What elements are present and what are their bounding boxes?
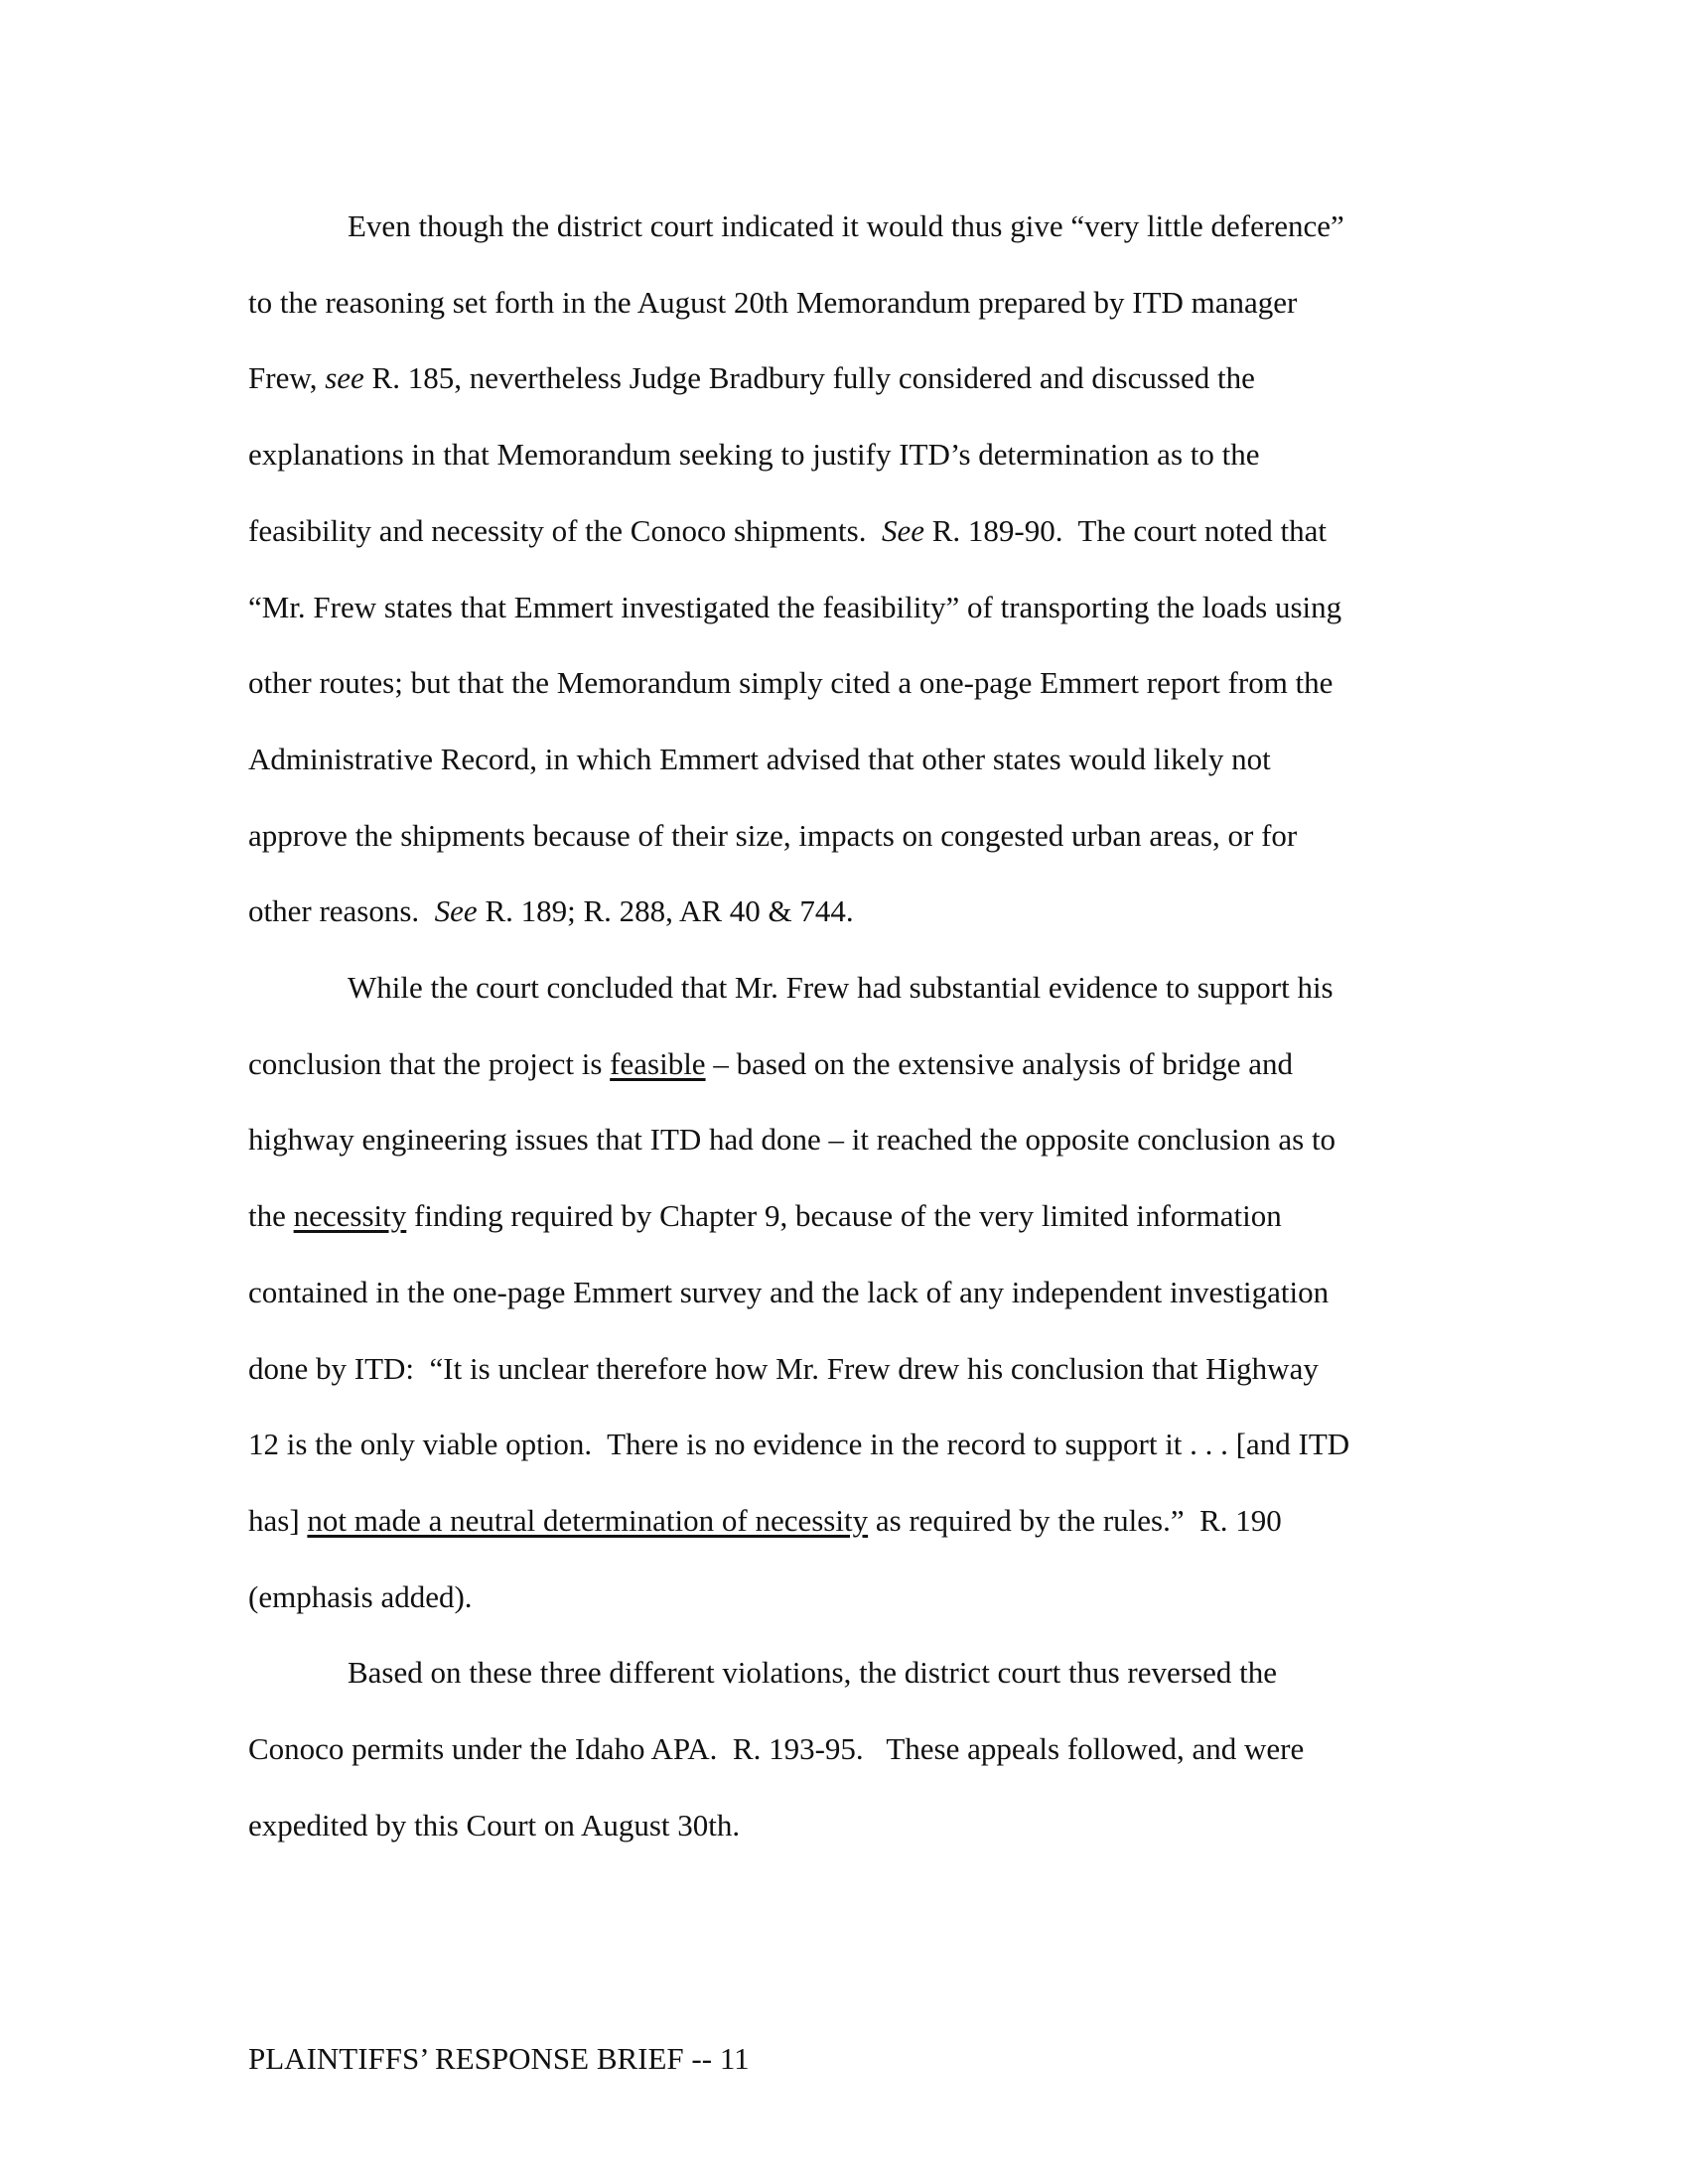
paragraph xyxy=(248,189,1440,950)
text-run: R. 189; R. 288, AR 40 & 744. xyxy=(477,893,854,929)
underlined-emphasis: not made a neutral determination of necessity xyxy=(307,1502,869,1538)
text-line xyxy=(248,1331,1440,1408)
text-line xyxy=(248,1635,1440,1711)
text-run: explanations in that Memorandum seeking to justify ITD’s determination as to the xyxy=(248,437,1260,473)
text-run: conclusion that the project is xyxy=(248,1045,611,1081)
text-line xyxy=(248,493,1440,570)
text-run: contained in the one-page Emmert survey and the lack of any independent investigation xyxy=(248,1274,1330,1309)
italic-citation-signal: see xyxy=(325,360,364,396)
text-line xyxy=(248,1560,1440,1636)
text-run: feasibility and necessity of the Conoco shipments. xyxy=(248,512,882,548)
italic-citation-signal: See xyxy=(434,893,478,929)
text-run: Based on these three different violations, the district court thus reversed the xyxy=(348,1655,1278,1691)
text-line xyxy=(248,1788,1440,1864)
text-run: approve the shipments because of their size, impacts on congested urban areas, or for xyxy=(248,817,1298,853)
underlined-emphasis: feasible xyxy=(610,1045,706,1081)
text-run: “Mr. Frew states that Emmert investigated the feasibility” of transporting the loads using xyxy=(248,589,1342,624)
text-line xyxy=(248,1255,1440,1331)
text-run: has] xyxy=(248,1502,308,1538)
text-line xyxy=(248,1407,1440,1483)
text-line xyxy=(248,798,1440,875)
text-run: (emphasis added). xyxy=(248,1578,473,1614)
text-run: other reasons. xyxy=(248,893,435,929)
text-run: done by ITD: “It is unclear therefore how Mr. Frew drew his conclusion that Highway xyxy=(248,1350,1319,1386)
text-line xyxy=(248,1711,1440,1788)
text-line xyxy=(248,874,1440,950)
text-line xyxy=(248,265,1440,341)
text-run: While the court concluded that Mr. Frew had substantial evidence to support his xyxy=(348,970,1334,1006)
page-footer: PLAINTIFFS’ RESPONSE BRIEF -- 11 xyxy=(248,2041,750,2076)
text-line xyxy=(248,950,1440,1026)
text-run: expedited by this Court on August 30th. xyxy=(248,1807,741,1843)
paragraph xyxy=(248,950,1440,1635)
text-run: the xyxy=(248,1198,294,1234)
text-run: other routes; but that the Memorandum simply cited a one-page Emmert report from the xyxy=(248,665,1334,701)
text-run: R. 189-90. The court noted that xyxy=(924,512,1327,548)
text-run: Administrative Record, in which Emmert advised that other states would likely not xyxy=(248,741,1271,776)
text-line xyxy=(248,189,1440,265)
text-line xyxy=(248,722,1440,798)
text-line xyxy=(248,570,1440,646)
text-run: finding required by Chapter 9, because of the very limited information xyxy=(406,1198,1282,1234)
text-run: R. 185, nevertheless Judge Bradbury fully considered and discussed the xyxy=(363,360,1255,396)
text-line xyxy=(248,1026,1440,1103)
text-line xyxy=(248,1102,1440,1178)
text-line xyxy=(248,1483,1440,1560)
text-run: Frew, xyxy=(248,360,326,396)
italic-citation-signal: See xyxy=(881,512,924,548)
text-run: 12 is the only viable option. There is no evidence in the record to support it . . . [and ITD xyxy=(248,1427,1350,1462)
text-run: Conoco permits under the Idaho APA. R. 193-95. These appeals followed, and were xyxy=(248,1731,1305,1767)
text-run: Even though the district court indicated it would thus give “very little deference” xyxy=(348,208,1344,243)
text-line xyxy=(248,417,1440,493)
text-line xyxy=(248,341,1440,417)
text-line xyxy=(248,645,1440,722)
underlined-emphasis: necessity xyxy=(293,1198,407,1234)
paragraph xyxy=(248,1635,1440,1863)
text-run: to the reasoning set forth in the August 20th Memorandum prepared by ITD manager xyxy=(248,284,1298,320)
text-run: highway engineering issues that ITD had done – it reached the opposite conclusion as to xyxy=(248,1122,1336,1158)
text-run: as required by the rules.” R. 190 xyxy=(868,1502,1282,1538)
brief-body xyxy=(248,189,1440,1863)
text-run: – based on the extensive analysis of bridge and xyxy=(705,1045,1293,1081)
text-line xyxy=(248,1178,1440,1255)
